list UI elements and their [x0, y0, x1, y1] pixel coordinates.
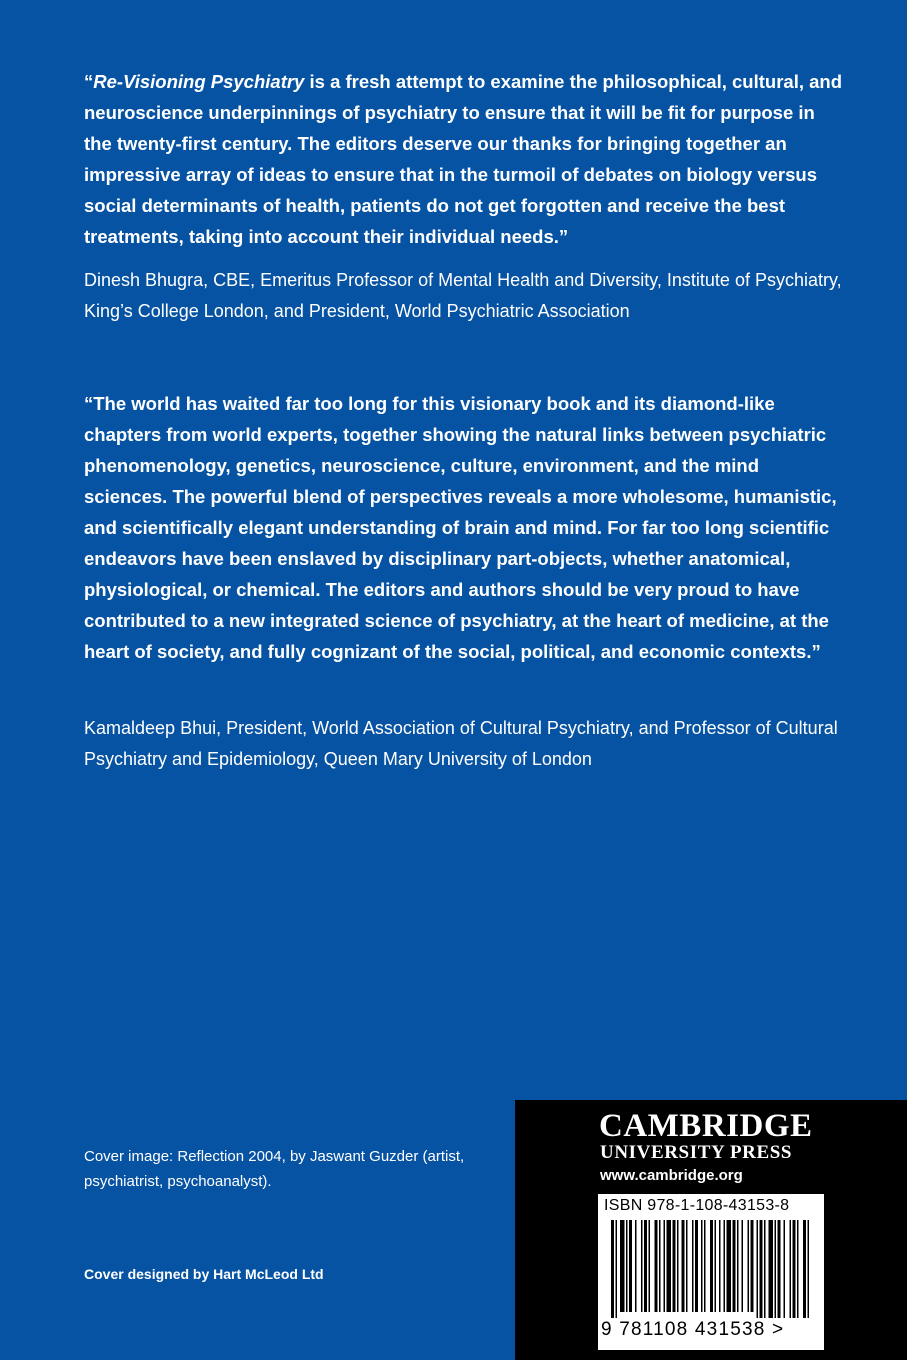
cover-designer-credit: Cover designed by Hart McLeod Ltd: [84, 1266, 324, 1282]
isbn-label: ISBN 978-1-108-43153-8: [604, 1197, 790, 1214]
barcode-icon: [603, 1220, 819, 1320]
quote-2: “The world has waited far too long for this visionary book and its diamond-like chapters from world experts, together showing the natural links between psychiatric phenomenology, genetics, neuroscience, culture, environment, and the mind sciences. The powerful blend of perspectives reveals a more wholesome, humanistic, and scientifically elegant understanding of brain and mind. For far too long scientific endeavors have been enslaved by disciplinary part-objects, whether anatomical, physiological, or chemical. The editors and authors should be very proud to have contributed to a new integrated science of psychiatry, at the heart of medicine, at the heart of society, and fully cognizant of the social, political, and economic contexts.”: [84, 393, 837, 662]
cover-image-credit: Cover image: Reflection 2004, by Jaswant Guzder (artist, psychiatrist, psychoanalyst).: [84, 1148, 465, 1190]
barcode-panel: [598, 1194, 824, 1350]
quote-1-open-mark: “: [84, 71, 94, 92]
book-title: Re-Visioning Psychiatry: [93, 71, 305, 92]
publisher-name: CAMBRIDGE: [599, 1108, 813, 1144]
barcode-digits: 9 781108 431538 >: [601, 1319, 785, 1340]
publisher-block: [515, 1100, 907, 1360]
quote-2-attribution: Kamaldeep Bhui, President, World Association of Cultural Psychiatry, and Professor of Cultural Psychiatry and Epidemiology, Queen Mary University of London: [84, 718, 838, 769]
publisher-subtitle: UNIVERSITY PRESS: [600, 1142, 793, 1163]
quote-1: [84, 66, 844, 252]
quote-1-text: is a fresh attempt to examine the philosophical, cultural, and neuroscience underpinnings of psychiatry to ensure that it will be fit for purpose in the twenty-first century. The editors deserve our thanks for bringing together an impressive array of ideas to ensure that in the turmoil of debates on biology versus social determinants of health, patients do not get forgotten and receive the best treatments, taking into account their individual needs.”: [84, 71, 842, 247]
publisher-url: www.cambridge.org: [600, 1167, 743, 1184]
quote-1-attribution: Dinesh Bhugra, CBE, Emeritus Professor of Mental Health and Diversity, Institute of Psychiatry, King’s College London, and President, World Psychiatric Association: [84, 270, 842, 321]
